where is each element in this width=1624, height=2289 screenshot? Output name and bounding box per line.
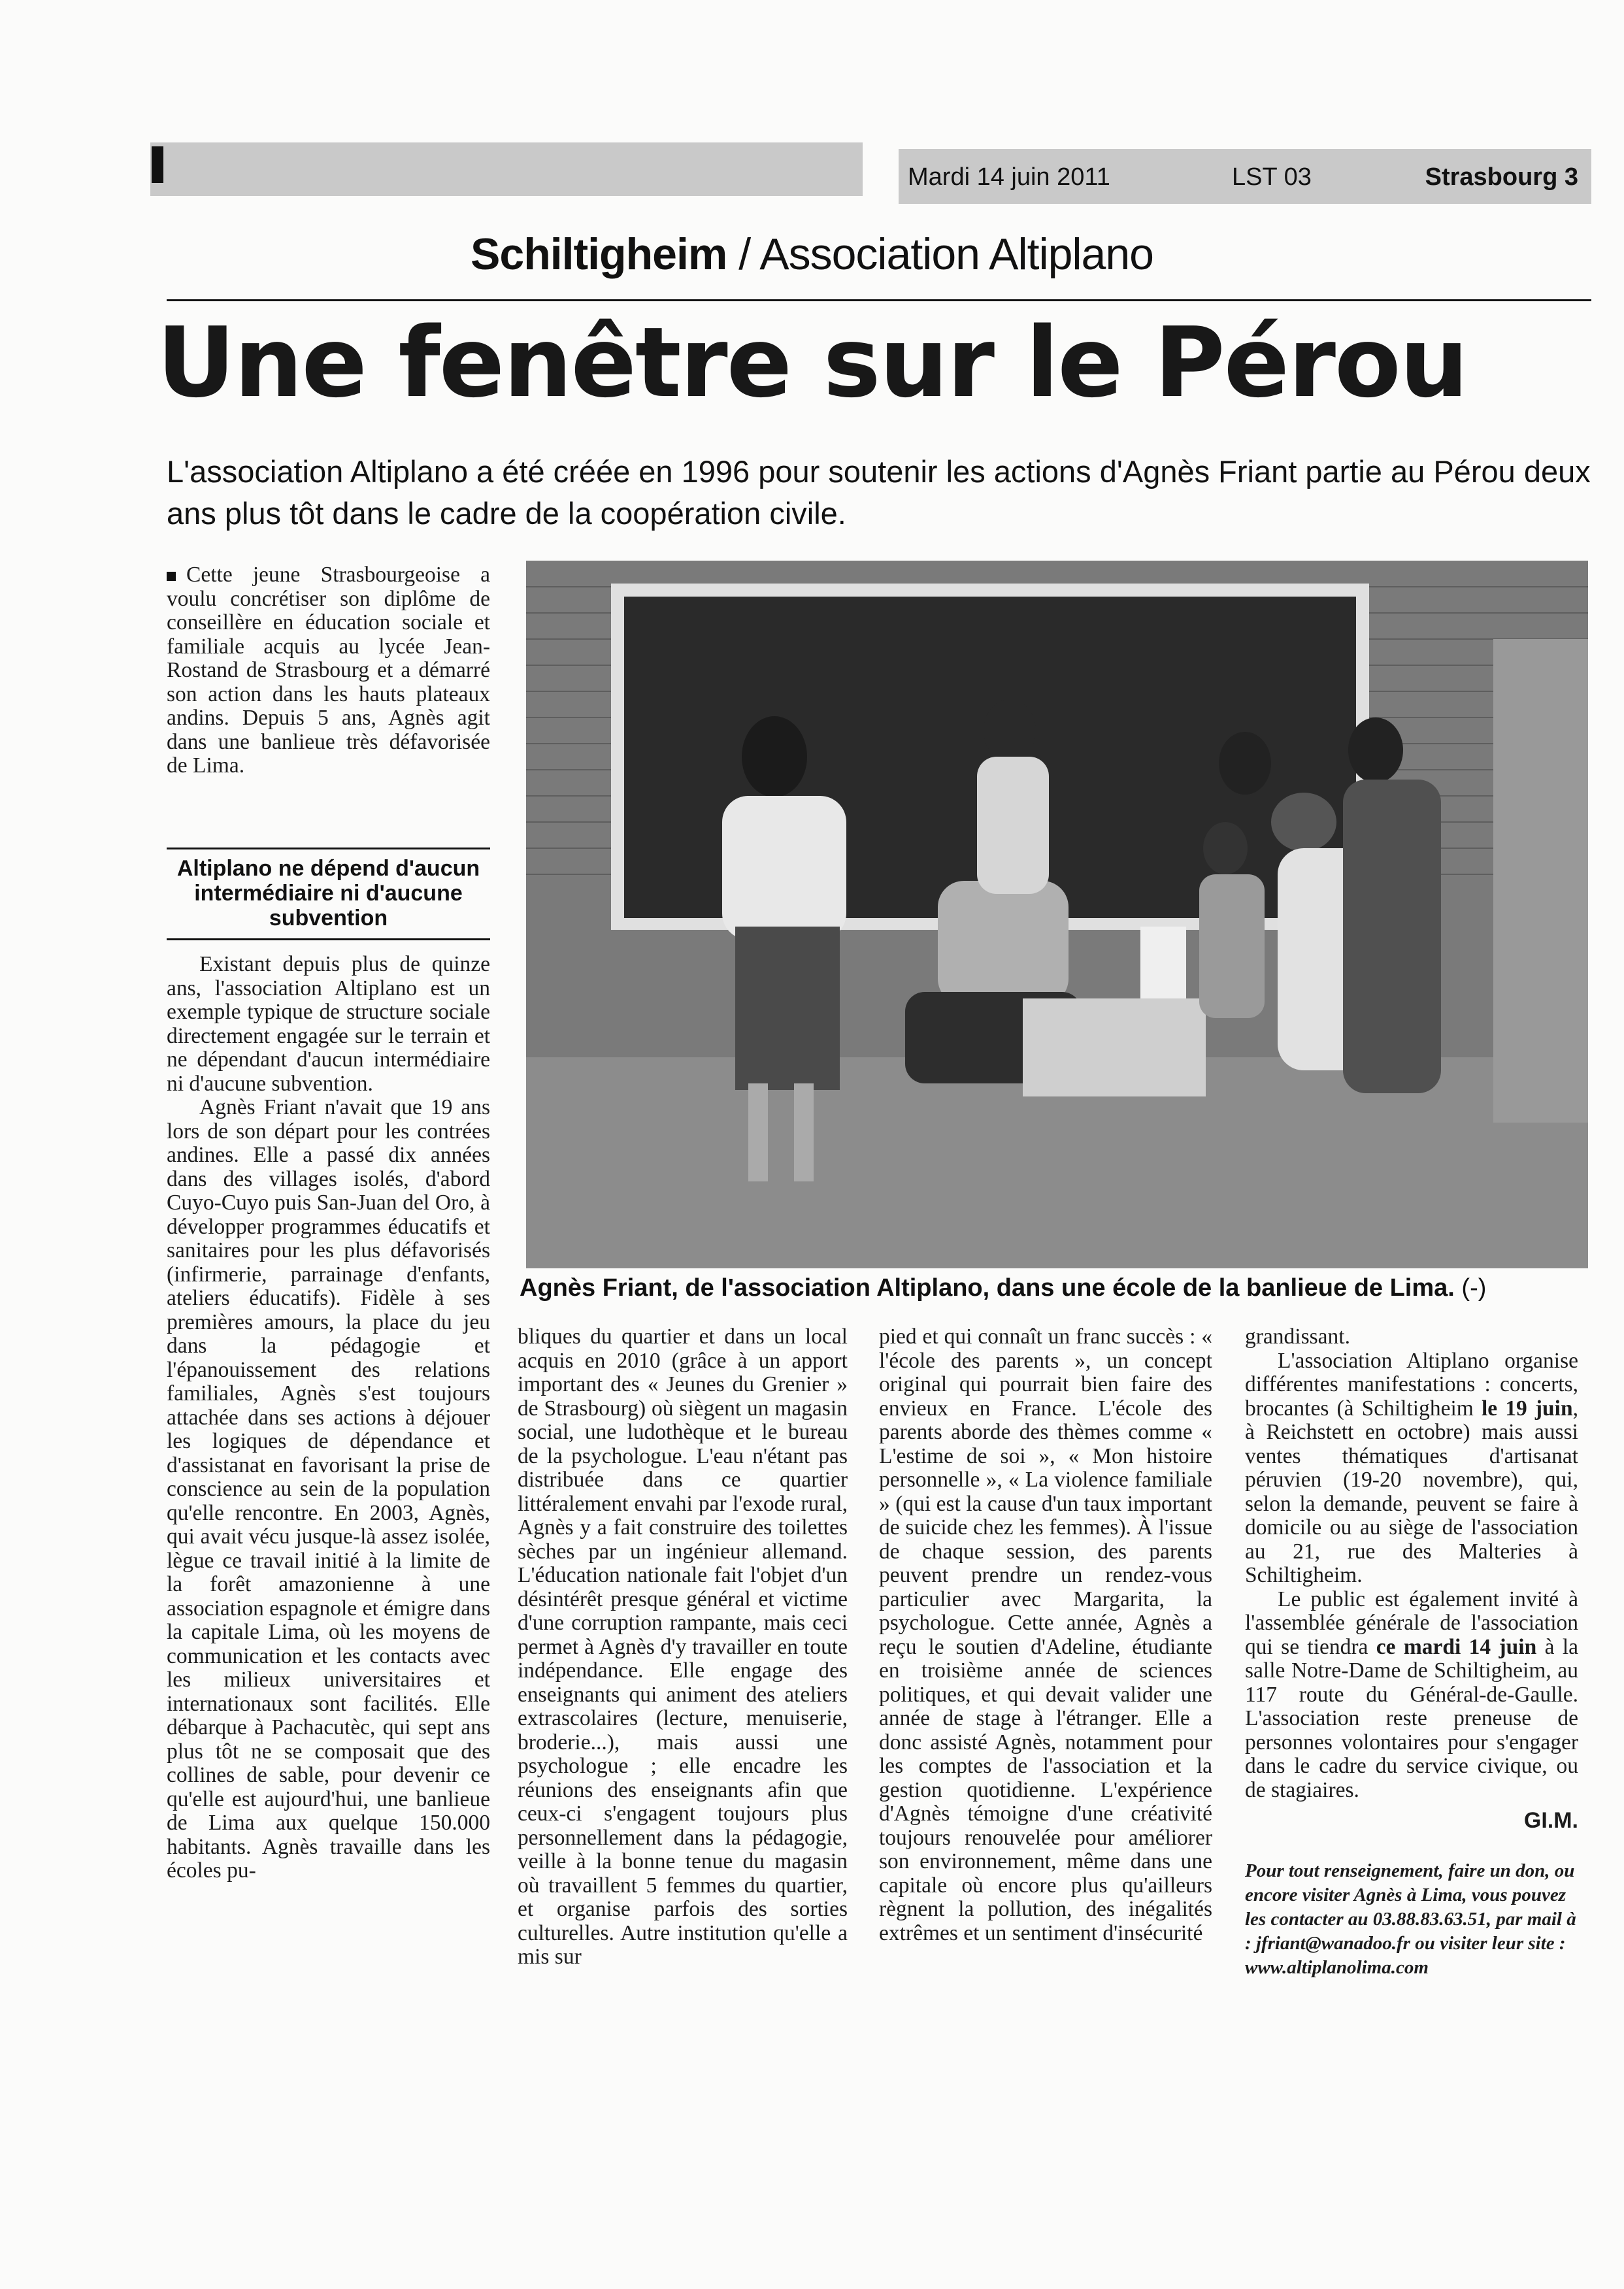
caption-credit: (-) bbox=[1461, 1274, 1487, 1302]
intro-paragraph bbox=[167, 563, 490, 778]
col4-paragraph-1: grandissant. bbox=[1245, 1325, 1350, 1349]
info-box: Pour tout renseignement, faire un don, ou encore visiter Agnès à Lima, vous pouvez les contacter au 03.88.83.63.51, par mail à : jfriant@wanadoo.fr ou visiter leur site : www.altiplanolima.com bbox=[1245, 1860, 1576, 1978]
intro-text: Cette jeune Strasbourgeoise a voulu concrétiser son diplôme de conseillère en éducation sociale et familiale acquis au lycée Jean-Rostand de Strasbourg et a démarré son action dans les hauts plateaux andins. Depuis 5 ans, Agnès agit dans une banlieue très défavorisée de Lima. bbox=[167, 563, 490, 778]
subhead: Altiplano ne dépend d'aucun intermédiaire ni d'aucune subvention bbox=[176, 856, 480, 930]
column-2 bbox=[518, 1325, 848, 1969]
col4-p3-text-a: Le public est également invité à l'assemblée générale de l'association qui se tiendra bbox=[1245, 1587, 1578, 1659]
subhead-rule-bottom bbox=[167, 938, 490, 940]
header-band-left bbox=[150, 142, 863, 196]
col2-paragraph: bliques du quartier et dans un local acquis en 2010 (grâce à un apport important des « Jeunes du Grenier » de Strasbourg) où siègent un magasin social, une ludothèque et le bureau de la psychologue. L'eau n'étant pas distribuée dans ce quartier littéralement envahi par l'exode rural, Agnès y a fait construire des toilettes sèches par un ingénieur allemand. L'éducation nationale fait l'objet d'un désintérêt presque général et victime d'une corruption rampante, mais ceci permet à Agnès d'y travailler en toute indépendance. Elle engage des enseignants qui animent des ateliers extrascolaires (lecture, menuiserie, broderie...), mais aussi une psychologue ; elle encadre les réunions des enseignants afin que ceux-ci s'engagent toujours plus personnellement dans la pédagogie, veille à la bonne tenue du magasin où travaillent 5 femmes du quartier, et organise parfois des sorties culturelles. Autre institution qu'elle a mis sur bbox=[518, 1325, 848, 1969]
bullet-icon bbox=[167, 572, 176, 581]
header-date: Mardi 14 juin 2011 bbox=[908, 163, 1110, 191]
article-photo bbox=[526, 561, 1588, 1268]
col4-p2-text-c: , à Reichstett en octobre) mais aussi ventes thématiques d'artisanat péruvien (19-20 novembre), qui, selon la demande, peuvent se faire à domicile ou au siège de l'association au 21, rue des Malteries à Schiltigheim. bbox=[1245, 1396, 1578, 1587]
col4-p2-bold: le 19 juin bbox=[1481, 1396, 1573, 1421]
kicker-city: Schiltigheim bbox=[471, 229, 727, 279]
kicker-rule bbox=[167, 299, 1591, 301]
header-page: Strasbourg 3 bbox=[1425, 163, 1578, 191]
signature: GI.M. bbox=[1523, 1808, 1578, 1833]
col4-p3-text-c: à la salle Notre-Dame de Schiltigheim, au 117 route du Général-de-Gaulle. L'association reste preneuse de personnes volontaires pour s'engager dans le cadre du service civique, ou de stagiaires. bbox=[1245, 1634, 1578, 1802]
column-4 bbox=[1245, 1325, 1578, 1980]
col4-paragraph-3 bbox=[1245, 1588, 1578, 1803]
photo-caption bbox=[520, 1274, 1591, 1302]
col1-paragraph-2: Agnès Friant n'avait que 19 ans lors de son départ pour les contrées andines. Elle a passé dix années dans des villages isolés, d'abord Cuyo-Cuyo puis San-Juan del Oro, à développer programmes éducatifs et sanitaires pour les plus défavorisés (infirmerie, parrainage d'enfants, ateliers éducatifs). Fidèle à ses premières amours, la place du jeu dans la pédagogie et l'épanouissement des relations familiales, Agnès s'est toujours attachée dans ses actions à déjouer les logiques de dépendance et d'assistanat en favorisant la prise de conscience au sein de la population qu'elle rencontre. En 2003, Agnès, qui avait vécu jusque-là assez isolée, lègue ce travail initié à la limite de la forêt amazonienne à une association espagnole et émigre dans la capitale Lima, où les moyens de communication et les contacts avec les milieux universitaires et internationaux sont facilités. Elle débarque à Pachacutèc, qui sept ans plus tôt ne se composait que des collines de sable, pour devenir ce qu'elle est aujourd'hui, une banlieue de Lima aux quelque 150.000 habitants. Agnès travaille dans les écoles pu- bbox=[167, 1095, 490, 1883]
kicker-separator: / bbox=[727, 229, 760, 279]
kicker bbox=[0, 229, 1624, 280]
col4-p2-text-a: L'association Altiplano organise différentes manifestations : concerts, brocantes (à Schiltigheim bbox=[1245, 1348, 1578, 1421]
kicker-topic: Association Altiplano bbox=[759, 229, 1153, 279]
caption-text: Agnès Friant, de l'association Altiplano, dans une école de la banlieue de Lima. bbox=[520, 1274, 1455, 1302]
subhead-rule-top bbox=[167, 848, 490, 849]
header-code: LST 03 bbox=[1232, 163, 1312, 191]
header-marker bbox=[152, 146, 163, 183]
lede: L'association Altiplano a été créée en 1996 pour soutenir les actions d'Agnès Friant partie au Pérou deux ans plus tôt dans le cadre de la coopération civile. bbox=[167, 454, 1591, 531]
column-3 bbox=[879, 1325, 1212, 1945]
col3-paragraph: pied et qui connaît un franc succès : « l'école des parents », un concept original qui pourrait bien faire des envieux en France. L'école des parents aborde des thèmes comme « L'estime de soi », « Mon histoire personnelle », « La violence familiale » (qui est la cause d'un taux important de suicide chez les femmes). À l'issue de chaque session, des parents peuvent prendre un rendez-vous particulier avec Margarita, la psychologue. Cette année, Agnès a reçu le soutien d'Adeline, étudiante en troisième année de sciences politiques, et qui devait valider une année de stage à l'étranger. Elle a donc assisté Agnès, notamment pour les comptes de l'association et la gestion quotidienne. L'expérience d'Agnès témoigne d'une créativité toujours renouvelée pour améliorer son environnement, même dans une capitale où encore plus qu'ailleurs règnent la pollution, des inégalités extrêmes et un sentiment d'insécurité bbox=[879, 1325, 1212, 1945]
col4-p3-bold: ce mardi 14 juin bbox=[1376, 1634, 1537, 1659]
headline: Une fenêtre sur le Pérou bbox=[156, 306, 1468, 419]
col1-paragraph-1: Existant depuis plus de quinze ans, l'association Altiplano est un exemple typique de structure sociale directement engagée sur le terrain et ne dépendant d'aucun intermédiaire ni d'aucune subvention. bbox=[167, 952, 490, 1096]
header-band-right bbox=[899, 149, 1591, 204]
column-1 bbox=[167, 953, 490, 1883]
col4-paragraph-2 bbox=[1245, 1349, 1578, 1588]
